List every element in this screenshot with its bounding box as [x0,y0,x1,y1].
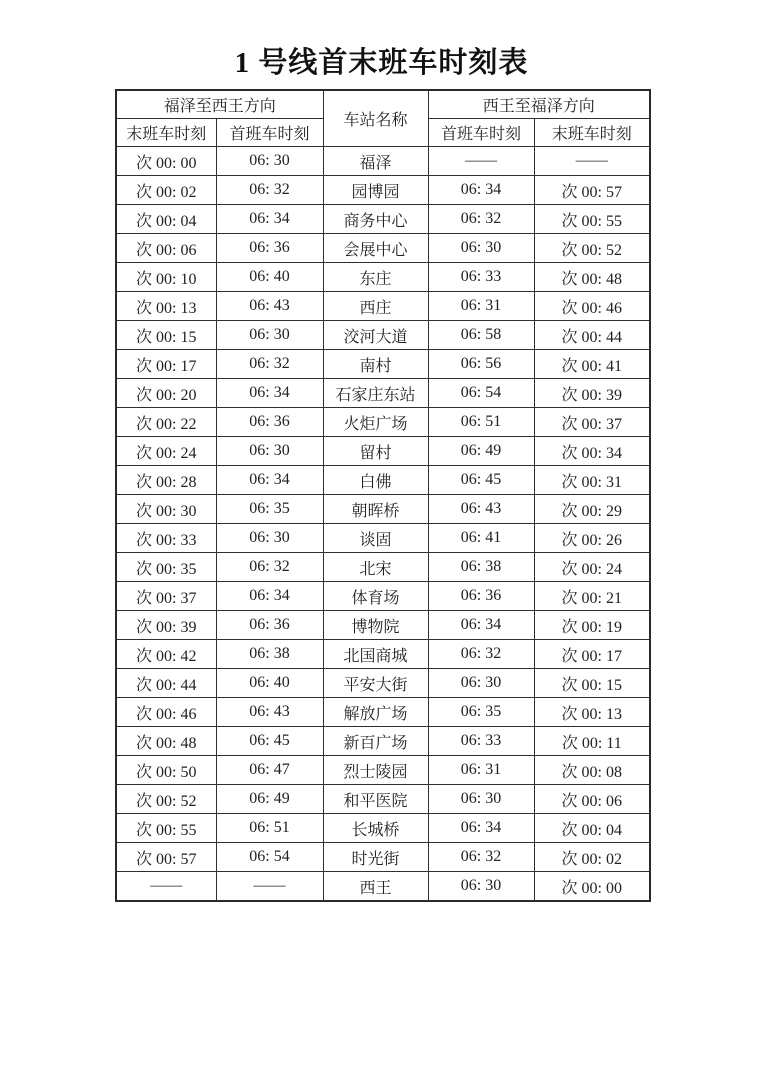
station-name-cell: 谈固 [323,524,428,553]
first-train-to-fuze-cell: 06: 30 [428,669,534,698]
table-row [116,814,650,843]
table-row [116,640,650,669]
first-train-to-xiwang-cell: 06: 36 [216,234,323,263]
first-train-to-xiwang-cell: 06: 32 [216,553,323,582]
last-train-to-fuze-cell: 次 00: 39 [534,379,650,408]
last-train-to-xiwang-cell: 次 00: 44 [116,669,216,698]
first-train-to-fuze-cell: 06: 33 [428,727,534,756]
table-row [116,292,650,321]
first-train-to-fuze-cell: 06: 32 [428,843,534,872]
last-train-to-fuze-cell: —— [534,147,650,176]
table-row [116,582,650,611]
station-column-header: 车站名称 [323,90,428,147]
first-train-to-xiwang-cell: 06: 51 [216,814,323,843]
last-train-to-fuze-cell: 次 00: 08 [534,756,650,785]
last-train-to-fuze-cell: 次 00: 00 [534,872,650,902]
last-train-to-fuze-cell: 次 00: 44 [534,321,650,350]
last-train-to-fuze-cell: 次 00: 29 [534,495,650,524]
last-train-to-xiwang-cell: 次 00: 42 [116,640,216,669]
station-name-cell: 西庄 [323,292,428,321]
last-train-to-fuze-cell: 次 00: 55 [534,205,650,234]
last-train-to-fuze-cell: 次 00: 17 [534,640,650,669]
table-row [116,756,650,785]
first-train-to-fuze-cell: 06: 45 [428,466,534,495]
last-train-to-xiwang-cell: 次 00: 00 [116,147,216,176]
station-name-cell: 商务中心 [323,205,428,234]
table-row [116,147,650,176]
station-name-cell: 石家庄东站 [323,379,428,408]
timetable-header [116,90,650,147]
last-train-to-xiwang-cell: 次 00: 24 [116,437,216,466]
first-train-to-fuze-cell: 06: 54 [428,379,534,408]
last-train-to-fuze-cell: 次 00: 41 [534,350,650,379]
last-train-left-header: 末班车时刻 [116,119,216,147]
header-row-directions [116,90,650,119]
first-train-to-xiwang-cell: 06: 30 [216,147,323,176]
last-train-to-xiwang-cell: 次 00: 52 [116,785,216,814]
last-train-to-fuze-cell: 次 00: 15 [534,669,650,698]
station-name-cell: 时光街 [323,843,428,872]
station-name-cell: 解放广场 [323,698,428,727]
last-train-to-fuze-cell: 次 00: 37 [534,408,650,437]
last-train-to-fuze-cell: 次 00: 21 [534,582,650,611]
timetable-body [116,147,650,902]
table-row [116,205,650,234]
first-train-to-xiwang-cell: 06: 40 [216,263,323,292]
station-name-cell: 平安大街 [323,669,428,698]
first-train-to-xiwang-cell: 06: 34 [216,466,323,495]
first-train-to-xiwang-cell: 06: 34 [216,582,323,611]
last-train-to-fuze-cell: 次 00: 02 [534,843,650,872]
last-train-to-fuze-cell: 次 00: 57 [534,176,650,205]
first-train-to-xiwang-cell: —— [216,872,323,902]
first-train-to-fuze-cell: 06: 51 [428,408,534,437]
last-train-to-xiwang-cell: 次 00: 39 [116,611,216,640]
station-name-cell: 留村 [323,437,428,466]
last-train-to-xiwang-cell: 次 00: 28 [116,466,216,495]
direction-left-header: 福泽至西王方向 [116,90,323,119]
first-train-to-xiwang-cell: 06: 32 [216,176,323,205]
table-row [116,350,650,379]
page-title: 1 号线首末班车时刻表 [234,47,529,79]
first-train-to-xiwang-cell: 06: 30 [216,437,323,466]
table-row [116,263,650,292]
last-train-to-xiwang-cell: 次 00: 04 [116,205,216,234]
table-row [116,234,650,263]
timetable [115,89,651,902]
station-name-cell: 白佛 [323,466,428,495]
first-train-to-xiwang-cell: 06: 32 [216,350,323,379]
first-train-to-xiwang-cell: 06: 34 [216,379,323,408]
last-train-to-xiwang-cell: 次 00: 55 [116,814,216,843]
table-row [116,611,650,640]
table-row [116,176,650,205]
last-train-to-xiwang-cell: 次 00: 17 [116,350,216,379]
first-train-to-fuze-cell: 06: 32 [428,205,534,234]
last-train-to-fuze-cell: 次 00: 31 [534,466,650,495]
last-train-to-fuze-cell: 次 00: 06 [534,785,650,814]
last-train-to-xiwang-cell: 次 00: 20 [116,379,216,408]
first-train-to-fuze-cell: 06: 34 [428,176,534,205]
station-name-cell: 东庄 [323,263,428,292]
first-train-to-xiwang-cell: 06: 45 [216,727,323,756]
table-row [116,408,650,437]
last-train-to-xiwang-cell: 次 00: 33 [116,524,216,553]
table-row [116,321,650,350]
first-train-to-fuze-cell: 06: 49 [428,437,534,466]
last-train-to-fuze-cell: 次 00: 34 [534,437,650,466]
table-row [116,466,650,495]
first-train-to-fuze-cell: 06: 38 [428,553,534,582]
last-train-to-xiwang-cell: 次 00: 15 [116,321,216,350]
last-train-to-fuze-cell: 次 00: 48 [534,263,650,292]
last-train-to-fuze-cell: 次 00: 13 [534,698,650,727]
first-train-to-fuze-cell: —— [428,147,534,176]
table-row [116,727,650,756]
table-row [116,785,650,814]
first-train-to-fuze-cell: 06: 34 [428,814,534,843]
station-name-cell: 洨河大道 [323,321,428,350]
first-train-to-xiwang-cell: 06: 47 [216,756,323,785]
first-train-to-xiwang-cell: 06: 43 [216,292,323,321]
first-train-to-fuze-cell: 06: 34 [428,611,534,640]
first-train-to-xiwang-cell: 06: 54 [216,843,323,872]
station-name-cell: 烈士陵园 [323,756,428,785]
last-train-to-xiwang-cell: 次 00: 57 [116,843,216,872]
station-name-cell: 园博园 [323,176,428,205]
station-name-cell: 新百广场 [323,727,428,756]
station-name-cell: 西王 [323,872,428,902]
last-train-to-xiwang-cell: 次 00: 48 [116,727,216,756]
station-name-cell: 博物院 [323,611,428,640]
first-train-to-xiwang-cell: 06: 30 [216,321,323,350]
first-train-to-fuze-cell: 06: 30 [428,872,534,902]
first-train-to-fuze-cell: 06: 32 [428,640,534,669]
last-train-to-fuze-cell: 次 00: 11 [534,727,650,756]
first-train-to-fuze-cell: 06: 33 [428,263,534,292]
first-train-to-fuze-cell: 06: 43 [428,495,534,524]
table-row [116,698,650,727]
station-name-cell: 北国商城 [323,640,428,669]
table-row [116,843,650,872]
first-train-to-fuze-cell: 06: 31 [428,756,534,785]
first-train-to-xiwang-cell: 06: 36 [216,611,323,640]
first-train-to-fuze-cell: 06: 30 [428,234,534,263]
table-row [116,437,650,466]
last-train-to-xiwang-cell: 次 00: 35 [116,553,216,582]
station-name-cell: 朝晖桥 [323,495,428,524]
last-train-to-xiwang-cell: 次 00: 02 [116,176,216,205]
station-name-cell: 长城桥 [323,814,428,843]
last-train-to-xiwang-cell: 次 00: 10 [116,263,216,292]
table-row [116,379,650,408]
first-train-to-xiwang-cell: 06: 40 [216,669,323,698]
last-train-to-fuze-cell: 次 00: 04 [534,814,650,843]
first-train-to-fuze-cell: 06: 36 [428,582,534,611]
station-name-cell: 福泽 [323,147,428,176]
last-train-to-xiwang-cell: 次 00: 06 [116,234,216,263]
first-train-to-fuze-cell: 06: 35 [428,698,534,727]
first-train-to-fuze-cell: 06: 31 [428,292,534,321]
first-train-to-xiwang-cell: 06: 36 [216,408,323,437]
first-train-to-fuze-cell: 06: 41 [428,524,534,553]
station-name-cell: 北宋 [323,553,428,582]
station-name-cell: 火炬广场 [323,408,428,437]
last-train-to-fuze-cell: 次 00: 19 [534,611,650,640]
first-train-to-xiwang-cell: 06: 43 [216,698,323,727]
first-train-to-fuze-cell: 06: 56 [428,350,534,379]
first-train-to-xiwang-cell: 06: 49 [216,785,323,814]
direction-right-header: 西王至福泽方向 [428,90,650,119]
last-train-to-xiwang-cell: —— [116,872,216,902]
first-train-to-xiwang-cell: 06: 38 [216,640,323,669]
table-row [116,553,650,582]
first-train-to-fuze-cell: 06: 30 [428,785,534,814]
last-train-to-fuze-cell: 次 00: 46 [534,292,650,321]
last-train-to-fuze-cell: 次 00: 26 [534,524,650,553]
last-train-to-fuze-cell: 次 00: 24 [534,553,650,582]
table-row [116,872,650,902]
last-train-to-fuze-cell: 次 00: 52 [534,234,650,263]
last-train-to-xiwang-cell: 次 00: 13 [116,292,216,321]
first-train-right-header: 首班车时刻 [428,119,534,147]
first-train-to-xiwang-cell: 06: 34 [216,205,323,234]
table-row [116,524,650,553]
first-train-to-xiwang-cell: 06: 35 [216,495,323,524]
last-train-to-xiwang-cell: 次 00: 50 [116,756,216,785]
table-row [116,669,650,698]
first-train-left-header: 首班车时刻 [216,119,323,147]
last-train-to-xiwang-cell: 次 00: 37 [116,582,216,611]
station-name-cell: 和平医院 [323,785,428,814]
first-train-to-xiwang-cell: 06: 30 [216,524,323,553]
table-row [116,495,650,524]
station-name-cell: 体育场 [323,582,428,611]
last-train-right-header: 末班车时刻 [534,119,650,147]
station-name-cell: 会展中心 [323,234,428,263]
last-train-to-xiwang-cell: 次 00: 46 [116,698,216,727]
station-name-cell: 南村 [323,350,428,379]
last-train-to-xiwang-cell: 次 00: 30 [116,495,216,524]
first-train-to-fuze-cell: 06: 58 [428,321,534,350]
last-train-to-xiwang-cell: 次 00: 22 [116,408,216,437]
